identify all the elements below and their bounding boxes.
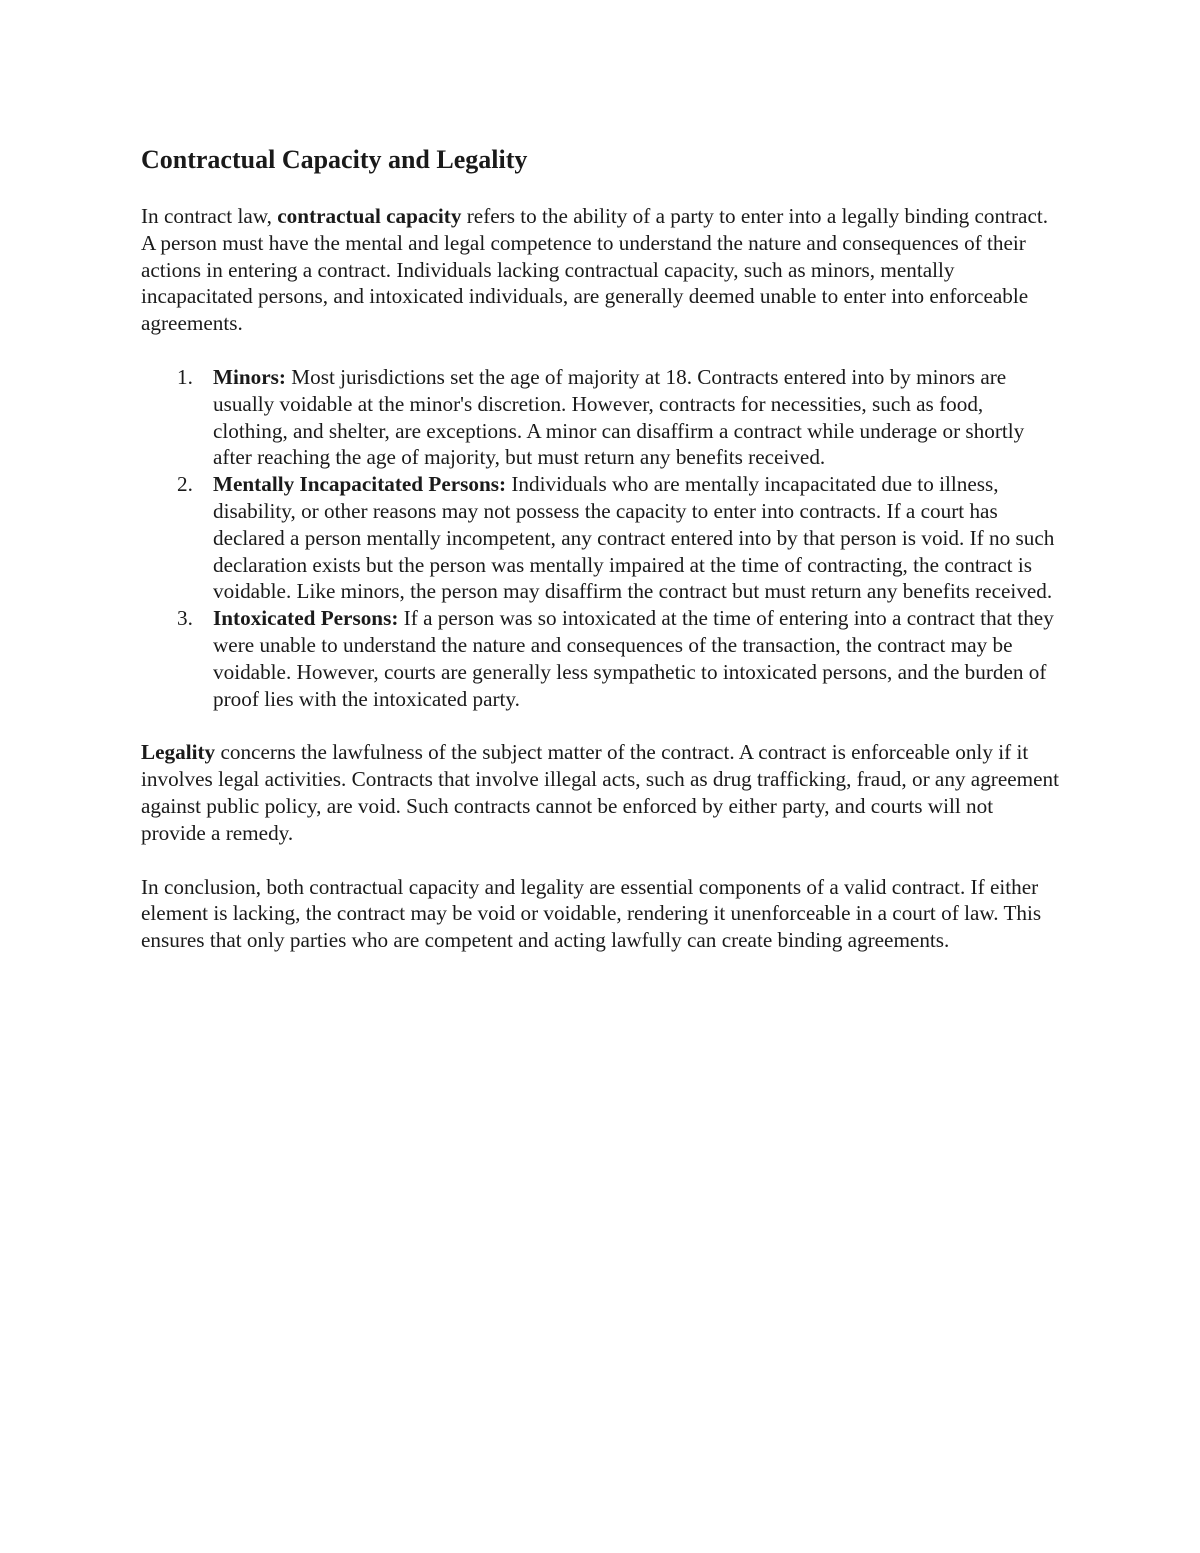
list-text: Individuals who are mentally incapacitated due to illness, disability, or other reasons may not possess the capacity to enter into contracts. If a court has declared a person mentally incompetent, any contract entered into by that person is void. If no such declaration exists but the person was mentally impaired at the time of contracting, the contract is voidable. Like minors, the person may disaffirm the contract but must return any benefits received. (213, 472, 1055, 604)
conclusion-paragraph: In conclusion, both contractual capacity and legality are essential components of a valid contract. If either element is lacking, the contract may be void or voidable, rendering it unenforceable in a court of law. This ensures that only parties who are competent and acting lawfully can create binding agreements. (141, 874, 1042, 953)
document-title: Contractual Capacity and Legality (141, 145, 528, 174)
list-text: Most jurisdictions set the age of majority at 18. Contracts entered into by minors are usually voidable at the minor's discretion. However, contracts for necessities, such as food, clothing, and shelter, are exceptions. A minor can disaffirm a contract while underage or shortly after reaching the age of majority, but must return any benefits received. (213, 364, 1025, 470)
intro-term: contractual capacity (277, 204, 462, 228)
capacity-list (141, 364, 1063, 712)
list-term: Intoxicated Persons: (213, 606, 399, 631)
list-item-mentally-incapacitated (141, 471, 1063, 605)
list-number: 1. (177, 364, 193, 389)
list-number: 2. (177, 472, 193, 497)
list-number: 3. (177, 606, 193, 631)
legality-term: Legality (141, 740, 216, 765)
list-item-minors (141, 364, 1063, 471)
list-text: If a person was so intoxicated at the time of entering into a contract that they were unable to understand the nature and consequences of the transaction, the contract may be voidable. However, courts are generally less sympathetic to intoxicated persons, and the burden of proof lies with the intoxicated party. (213, 606, 1054, 711)
legality-paragraph (141, 739, 1063, 846)
document-page (141, 138, 1063, 954)
list-term: Minors: (213, 364, 286, 389)
legality-text: concerns the lawfulness of the subject matter of the contract. A contract is enforceable only if it involves legal activities. Contracts that involve illegal acts, such as drug trafficking, fraud, or any agreement against public policy, are void. Such contracts cannot be enforced by either party, and courts will not provide a remedy. (141, 740, 1060, 845)
intro-lead: In contract law, (141, 204, 278, 228)
list-item-intoxicated (141, 605, 1063, 712)
intro-text: refers to the ability of a party to enter into a legally binding contract. A person must have the mental and legal competence to understand the nature and consequences of their actions in entering a contract. Individuals lacking contractual capacity, such as minors, mentally incapacitated persons, and intoxicated individuals, are generally deemed unable to enter into enforceable agreements. (141, 204, 1049, 336)
intro-paragraph (141, 203, 1063, 337)
list-term: Mentally Incapacitated Persons: (213, 472, 507, 497)
